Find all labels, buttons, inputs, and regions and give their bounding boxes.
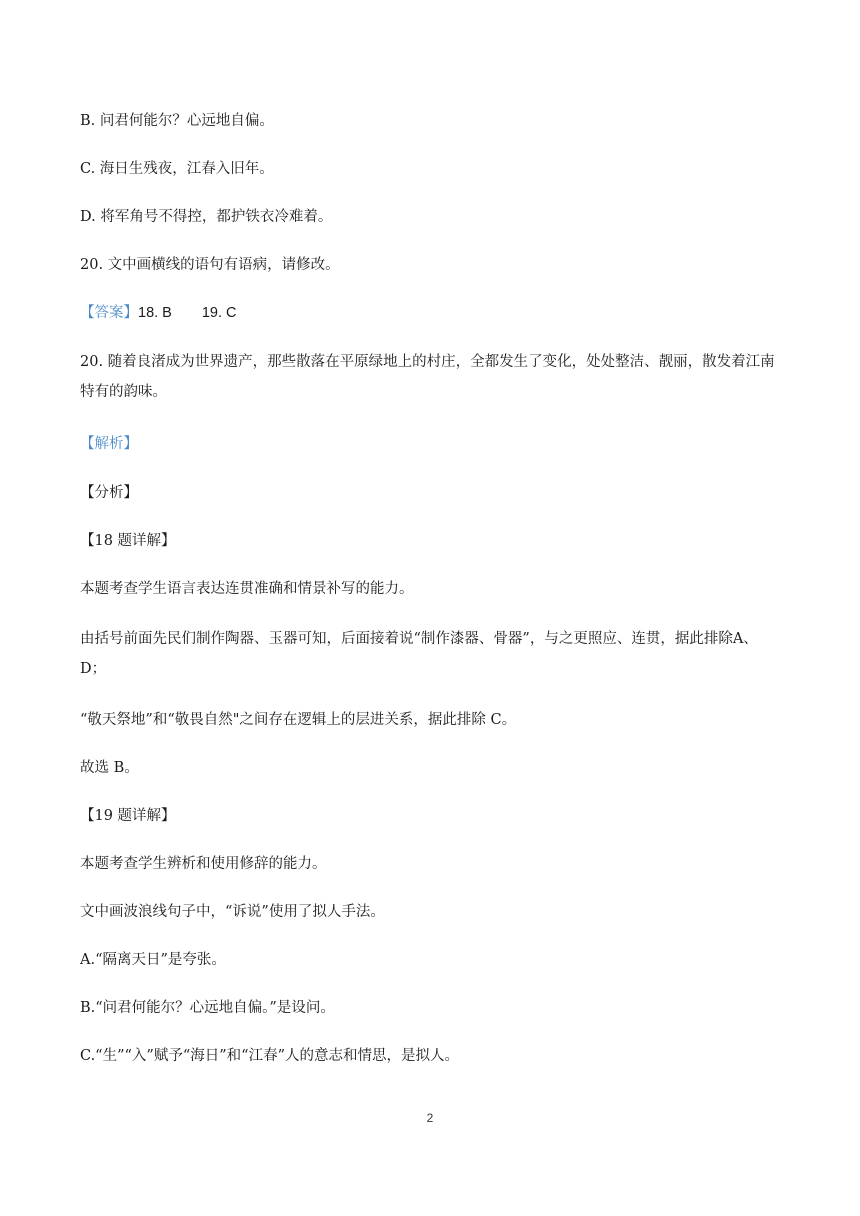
detail-19-p2: 文中画波浪线句子中，“诉说”使用了拟人手法。: [80, 904, 385, 920]
detail-18-heading: 【18 题详解】: [80, 533, 176, 549]
option-c-line: C. 海日生残夜，江春入旧年。: [80, 161, 274, 177]
answer-20-paragraph: 20. 随着良渚成为世界遗产，那些散落在平原绿地上的村庄，全都发生了变化，处处整洁、靓丽，散发着江南特有的韵味。: [80, 354, 775, 400]
option-d-line: D. 将军角号不得控，都护铁衣冷难着。: [80, 209, 333, 225]
page-number: 2: [426, 1111, 434, 1125]
detail-19-option-b: B.“问君何能尔？心远地自偏。”是设问。: [80, 1000, 335, 1016]
detail-18-p1: 本题考查学生语言表达连贯准确和情景补写的能力。: [80, 581, 414, 597]
answer-line: [80, 298, 780, 328]
detail-18-p2: 由括号前面先民们制作陶器、玉器可知，后面接着说“制作漆器、骨器”，与之更照应、连贯，据此排除A、D；: [80, 631, 758, 677]
option-b-line: B. 问君何能尔？心远地自偏。: [80, 113, 274, 129]
answer-19: 19. C: [201, 305, 237, 321]
detail-19-p1: 本题考查学生辨析和使用修辞的能力。: [80, 856, 327, 872]
detail-18-p4: 故选 B。: [80, 760, 139, 776]
detail-19-option-a: A.“隔离天日”是夸张。: [80, 952, 226, 968]
analysis-tag: 【解析】: [80, 436, 138, 452]
fenxi-heading: 【分析】: [80, 485, 138, 501]
answer-tag: 【答案】: [80, 305, 138, 321]
detail-19-option-c: C.“生”“入”赋予“海日”和“江春”人的意志和情思，是拟人。: [80, 1048, 459, 1064]
detail-18-p3: “敬天祭地”和“敬畏自然"之间存在逻辑上的层进关系，据此排除 C。: [80, 712, 517, 728]
question-20-line: 20. 文中画横线的语句有语病，请修改。: [80, 257, 340, 273]
answer-18: 18. B: [138, 305, 172, 321]
detail-19-heading: 【19 题详解】: [80, 808, 176, 824]
